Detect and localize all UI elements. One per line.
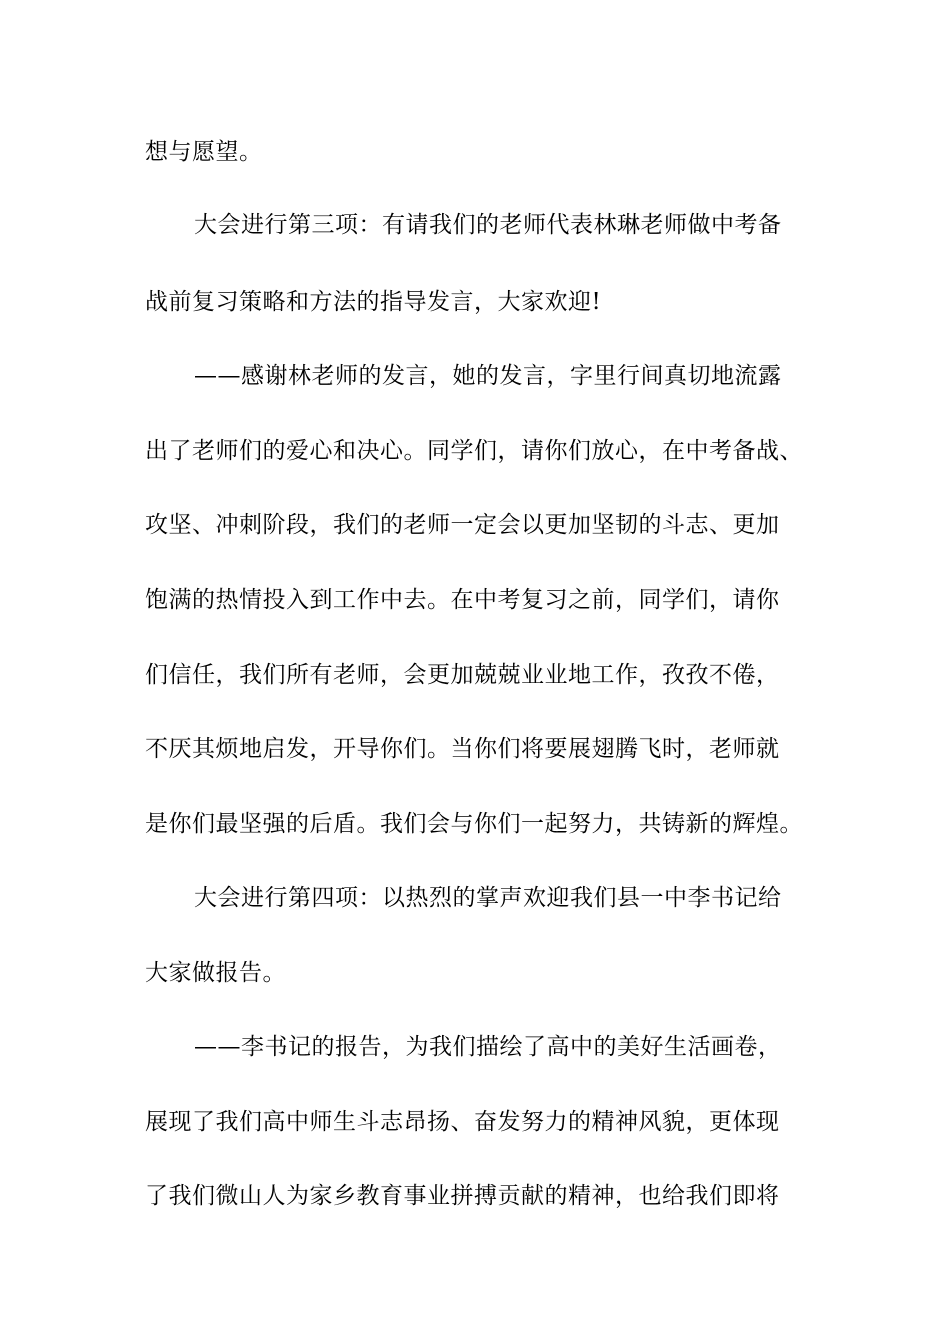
- text-line: 不厌其烦地启发，开导你们。当你们将要展翅腾飞时，老师就: [145, 736, 780, 762]
- text-line: ——感谢林老师的发言，她的发言，字里行间真切地流露: [194, 363, 782, 389]
- text-line: 攻坚、冲刺阶段，我们的老师一定会以更加坚韧的斗志、更加: [145, 512, 780, 538]
- text-line: 想与愿望。: [145, 139, 263, 165]
- text-line: 出了老师们的爱心和决心。同学们，请你们放心，在中考备战、: [145, 438, 803, 464]
- text-line: 展现了我们高中师生斗志昂扬、奋发努力的精神风貌，更体现: [145, 1109, 780, 1135]
- text-line: 大会进行第三项：有请我们的老师代表林琳老师做中考备: [194, 212, 782, 238]
- text-line: ——李书记的报告，为我们描绘了高中的美好生活画卷，: [194, 1034, 782, 1060]
- text-line: 是你们最坚强的后盾。我们会与你们一起努力，共铸新的辉煌。: [145, 811, 803, 837]
- text-line: 了我们微山人为家乡教育事业拼搏贡献的精神，也给我们即将: [145, 1183, 780, 1209]
- text-line: 战前复习策略和方法的指导发言，大家欢迎!: [145, 289, 602, 315]
- text-line: 大会进行第四项：以热烈的掌声欢迎我们县一中李书记给: [194, 885, 782, 911]
- text-line: 大家做报告。: [145, 960, 286, 986]
- text-line: 们信任，我们所有老师，会更加兢兢业业地工作，孜孜不倦，: [145, 662, 780, 688]
- text-line: 饱满的热情投入到工作中去。在中考复习之前，同学们，请你: [145, 587, 780, 613]
